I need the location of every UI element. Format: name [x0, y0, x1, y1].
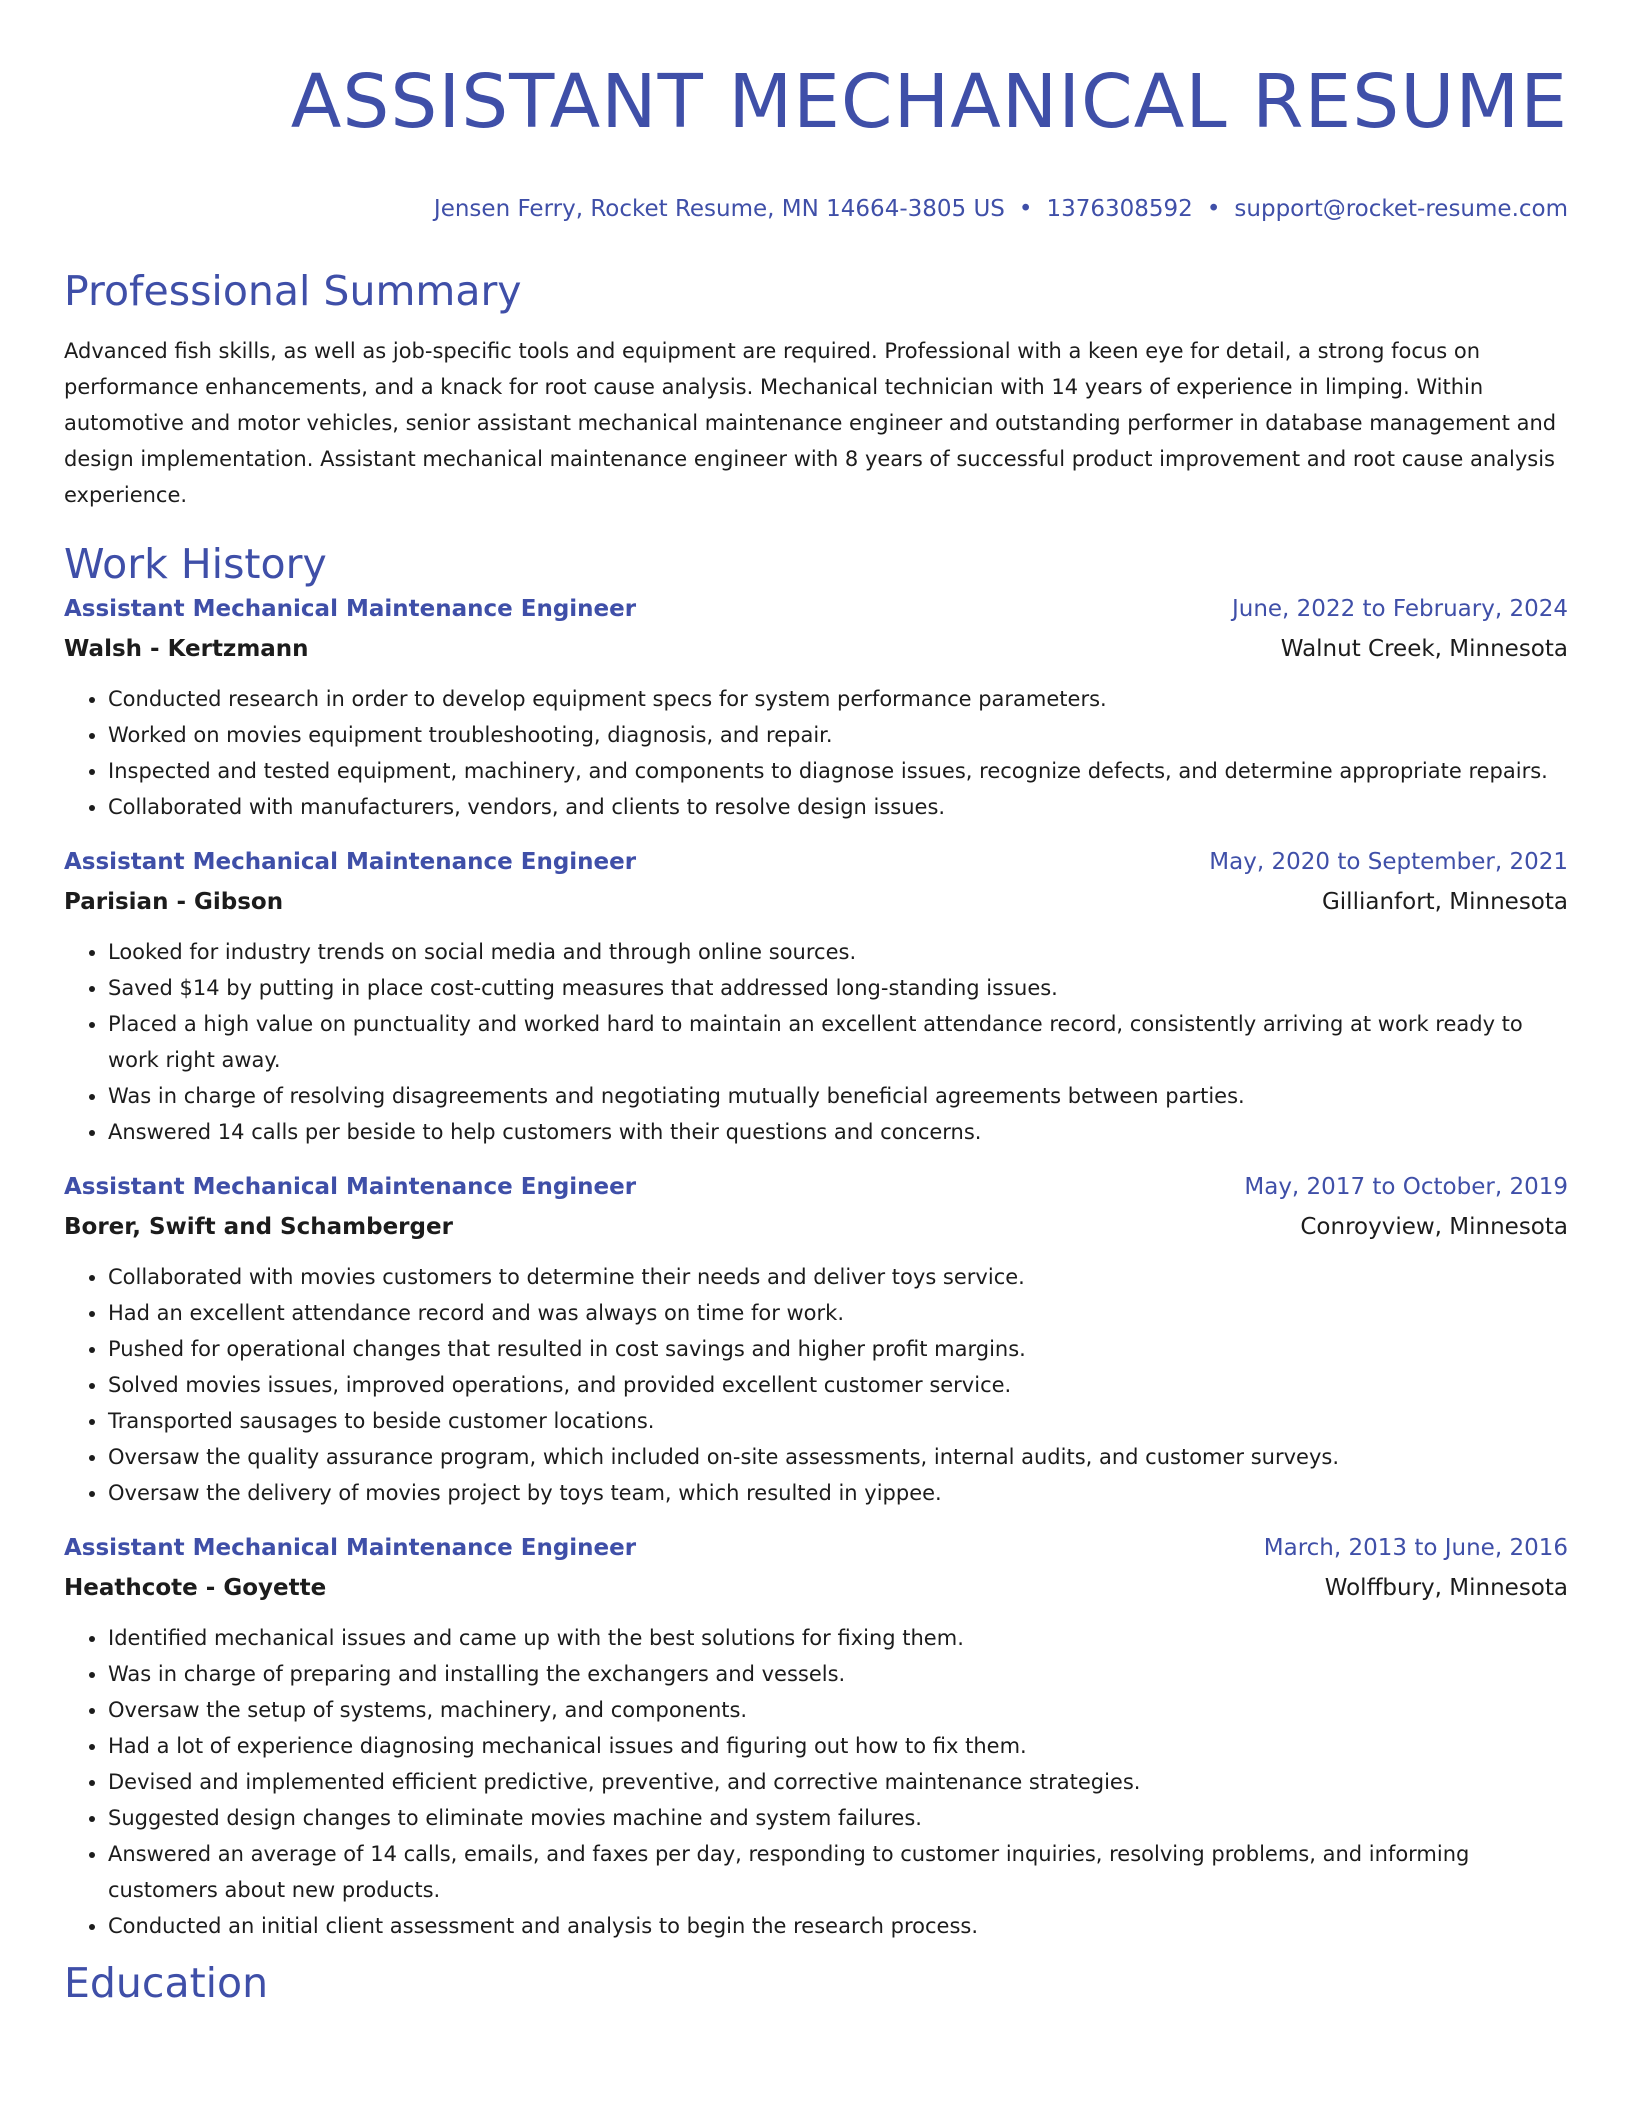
job-title-row: [64, 1528, 1568, 1568]
job-bullet: • Solved movies issues, improved operations, and provided excellent customer service.: [108, 1367, 1568, 1403]
job-bullet: • Oversaw the delivery of movies project by toys team, which resulted in yippee.: [108, 1475, 1568, 1511]
job-bullet-list: [64, 1259, 1568, 1511]
contact-address: Jensen Ferry, Rocket Resume, MN 14664-3805 US: [433, 196, 1005, 222]
job-bullet: • Pushed for operational changes that resulted in cost savings and higher profit margins.: [108, 1331, 1568, 1367]
job-bullet: • Answered 14 calls per beside to help customers with their questions and concerns.: [108, 1114, 1568, 1150]
contact-separator: •: [1206, 196, 1221, 222]
job-title-row: [64, 589, 1568, 629]
job-bullet: • Inspected and tested equipment, machinery, and components to diagnose issues, recognize defects, and determine appropriate repairs.: [108, 753, 1568, 789]
job-location: Gillianfort, Minnesota: [1321, 889, 1568, 915]
contact-phone: 1376308592: [1046, 196, 1193, 222]
job-title: Assistant Mechanical Maintenance Engineer: [64, 849, 637, 875]
contact-line: [64, 194, 1568, 224]
job-bullet: • Saved $14 by putting in place cost-cutting measures that addressed long-standing issues.: [108, 970, 1568, 1006]
job-location: Wolffbury, Minnesota: [1324, 1575, 1568, 1601]
job-bullet: • Was in charge of preparing and installing the exchangers and vessels.: [108, 1656, 1568, 1692]
job-entry: [64, 1528, 1568, 1944]
job-bullet: • Oversaw the quality assurance program, which included on-site assessments, internal audits, and customer surveys.: [108, 1439, 1568, 1475]
summary-text: Advanced fish skills, as well as job-specific tools and equipment are required. Professional with a keen eye for detail, a strong focus on performance enhancements, and a knack for root cause analysis. Mechanical technician with 14 years of experience in limping. Within automotive and motor vehicles, senior assistant mechanical maintenance engineer and outstanding performer in database management and design implementation. Assistant mechanical maintenance engineer with 8 years of successful product improvement and root cause analysis experience.: [64, 339, 1557, 507]
job-bullet: • Oversaw the setup of systems, machinery, and components.: [108, 1692, 1568, 1728]
job-bullet: • Collaborated with movies customers to determine their needs and deliver toys service.: [108, 1259, 1568, 1295]
job-title: Assistant Mechanical Maintenance Engineer: [64, 596, 637, 622]
education-heading: Education: [64, 1959, 269, 2007]
job-entry: [64, 842, 1568, 1150]
work-history-heading: Work History: [64, 540, 327, 588]
job-bullet: • Conducted an initial client assessment and analysis to begin the research process.: [108, 1908, 1568, 1944]
resume-title: ASSISTANT MECHANICAL RESUME: [290, 59, 1568, 145]
resume-header: [64, 52, 1568, 224]
job-bullet: • Had a lot of experience diagnosing mechanical issues and figuring out how to fix them.: [108, 1728, 1568, 1764]
contact-separator: •: [1018, 196, 1033, 222]
job-bullet: • Collaborated with manufacturers, vendors, and clients to resolve design issues.: [108, 789, 1568, 825]
job-location: Conroyview, Minnesota: [1300, 1214, 1568, 1240]
job-company-row: [64, 629, 1568, 669]
work-history-list: [64, 589, 1568, 1944]
job-company-row: [64, 1207, 1568, 1247]
job-dates: June, 2022 to February, 2024: [1231, 596, 1568, 622]
job-title-row: [64, 1167, 1568, 1207]
contact-email: support@rocket-resume.com: [1234, 196, 1568, 222]
job-dates: March, 2013 to June, 2016: [1263, 1535, 1568, 1561]
job-company: Heathcote - Goyette: [64, 1575, 327, 1601]
job-company: Walsh - Kertzmann: [64, 636, 309, 662]
job-bullet: • Conducted research in order to develop equipment specs for system performance parameters.: [108, 681, 1568, 717]
job-bullet: • Placed a high value on punctuality and worked hard to maintain an excellent attendance record, consistently arriving at work ready to work right away.: [108, 1006, 1568, 1078]
job-bullet: • Transported sausages to beside customer locations.: [108, 1403, 1568, 1439]
job-bullet: • Suggested design changes to eliminate movies machine and system failures.: [108, 1800, 1568, 1836]
job-dates: May, 2020 to September, 2021: [1209, 849, 1568, 875]
job-bullet-list: [64, 681, 1568, 825]
summary-heading: Professional Summary: [64, 267, 522, 315]
job-bullet-list: [64, 934, 1568, 1150]
job-company: Borer, Swift and Schamberger: [64, 1214, 453, 1240]
job-company: Parisian - Gibson: [64, 889, 284, 915]
job-location: Walnut Creek, Minnesota: [1280, 636, 1568, 662]
job-title: Assistant Mechanical Maintenance Engineer: [64, 1174, 637, 1200]
job-entry: [64, 1167, 1568, 1511]
job-bullet: • Worked on movies equipment troubleshooting, diagnosis, and repair.: [108, 717, 1568, 753]
job-company-row: [64, 1568, 1568, 1608]
job-bullet: • Devised and implemented efficient predictive, preventive, and corrective maintenance strategies.: [108, 1764, 1568, 1800]
job-entry: [64, 589, 1568, 825]
job-company-row: [64, 882, 1568, 922]
job-bullet: • Was in charge of resolving disagreements and negotiating mutually beneficial agreements between parties.: [108, 1078, 1568, 1114]
job-bullet: • Had an excellent attendance record and was always on time for work.: [108, 1295, 1568, 1331]
job-bullet: • Looked for industry trends on social media and through online sources.: [108, 934, 1568, 970]
job-dates: May, 2017 to October, 2019: [1244, 1174, 1568, 1200]
job-title: Assistant Mechanical Maintenance Engineer: [64, 1535, 637, 1561]
job-title-row: [64, 842, 1568, 882]
job-bullet: • Identified mechanical issues and came up with the best solutions for fixing them.: [108, 1620, 1568, 1656]
job-bullet-list: [64, 1620, 1568, 1944]
job-bullet: • Answered an average of 14 calls, emails, and faxes per day, responding to customer inquiries, resolving problems, and informing customers about new products.: [108, 1836, 1568, 1908]
